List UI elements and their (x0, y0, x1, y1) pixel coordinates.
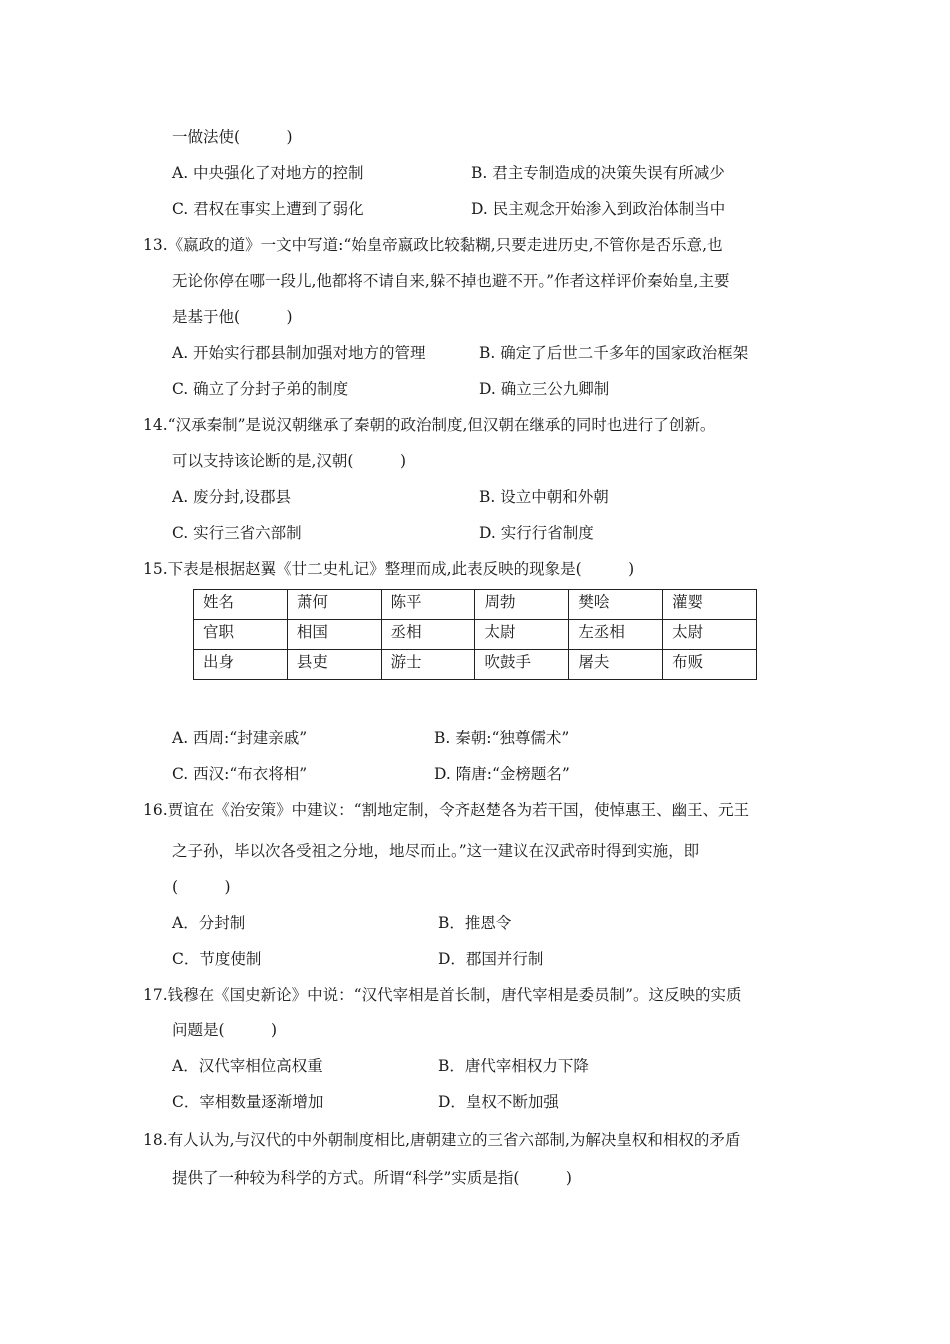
q15-option-a[interactable]: A. 西周:“封建亲戚” (172, 729, 308, 747)
table-cell: 游士 (381, 650, 475, 680)
q16-stem-line-2: 之子孙，毕以次各受祖之分地，地尽而止。”这一建议在汉武帝时得到实施，即 (172, 842, 700, 860)
q13-stem-line-3: 是基于他( ) (172, 308, 293, 326)
q16-option-d[interactable]: D．郡国并行制 (438, 950, 544, 968)
q12-option-b[interactable]: B. 君主专制造成的决策失误有所减少 (471, 164, 725, 182)
q13-stem-line-2: 无论你停在哪一段儿,他都将不请自来,躲不掉也避不开。”作者这样评价秦始皇,主要 (172, 272, 730, 290)
table-cell: 丞相 (381, 620, 475, 650)
q17-option-d[interactable]: D．皇权不断加强 (438, 1093, 559, 1111)
q12-option-d[interactable]: D. 民主观念开始渗入到政治体制当中 (471, 200, 726, 218)
q14-option-b[interactable]: B. 设立中朝和外朝 (479, 488, 609, 506)
table-cell: 陈平 (381, 590, 475, 620)
table-cell: 出身 (194, 650, 288, 680)
q16-option-b[interactable]: B．推恩令 (438, 914, 512, 932)
q15-option-c[interactable]: C. 西汉:“布衣将相” (172, 765, 308, 783)
table-row (194, 620, 757, 650)
q18-stem-line-1: 18.有人认为,与汉代的中外朝制度相比,唐朝建立的三省六部制,为解决皇权和相权的矛盾 (143, 1131, 741, 1149)
table-cell: 姓名 (194, 590, 288, 620)
table-cell: 樊哙 (569, 590, 663, 620)
table-cell: 周勃 (475, 590, 569, 620)
q16-stem-line-1: 16.贾谊在《治安策》中建议：“割地定制，令齐赵楚各为若干国，使悼惠王、幽王、元王 (143, 801, 750, 819)
table-cell: 吹鼓手 (475, 650, 569, 680)
q12-option-c[interactable]: C. 君权在事实上遭到了弱化 (172, 200, 364, 218)
q17-stem-line-2: 问题是( ) (172, 1021, 278, 1039)
q16-option-a[interactable]: A．分封制 (172, 914, 246, 932)
q13-option-b[interactable]: B. 确定了后世二千多年的国家政治框架 (479, 344, 749, 362)
q15-option-b[interactable]: B. 秦朝:“独尊儒术” (434, 729, 570, 747)
q14-stem-line-2: 可以支持该论断的是,汉朝( ) (172, 452, 407, 470)
q17-option-c[interactable]: C．宰相数量逐渐增加 (172, 1093, 324, 1111)
q14-option-c[interactable]: C. 实行三省六部制 (172, 524, 302, 542)
q16-stem-line-3: ( ) (172, 878, 231, 896)
table-row (194, 650, 757, 680)
q17-option-a[interactable]: A．汉代宰相位高权重 (172, 1057, 323, 1075)
q18-stem-line-2: 提供了一种较为科学的方式。所谓“科学”实质是指( ) (172, 1169, 572, 1187)
q16-option-c[interactable]: C．节度使制 (172, 950, 262, 968)
q13-option-c[interactable]: C. 确立了分封子弟的制度 (172, 380, 349, 398)
q12-option-a[interactable]: A. 中央强化了对地方的控制 (172, 164, 364, 182)
q17-option-b[interactable]: B．唐代宰相权力下降 (438, 1057, 589, 1075)
q14-stem-line-1: 14.“汉承秦制”是说汉朝继承了秦朝的政治制度,但汉朝在继承的同时也进行了创新。 (143, 416, 716, 434)
table-cell: 相国 (287, 620, 381, 650)
table-cell: 太尉 (475, 620, 569, 650)
q17-stem-line-1: 17.钱穆在《国史新论》中说：“汉代宰相是首长制，唐代宰相是委员制”。这反映的实质 (143, 986, 742, 1004)
table-cell: 左丞相 (569, 620, 663, 650)
table-cell: 太尉 (663, 620, 757, 650)
table-cell: 萧何 (287, 590, 381, 620)
q15-option-d[interactable]: D. 隋唐:“金榜题名” (434, 765, 570, 783)
q15-stem: 15.下表是根据赵翼《廿二史札记》整理而成,此表反映的现象是( ) (143, 560, 635, 578)
table-cell: 官职 (194, 620, 288, 650)
q12-stem-continuation: 一做法使( ) (172, 128, 293, 146)
table-cell: 屠夫 (569, 650, 663, 680)
table-row (194, 590, 757, 620)
q13-stem-line-1: 13.《嬴政的道》一文中写道:“始皇帝嬴政比较黏糊,只要走进历史,不管你是否乐意,也 (143, 236, 723, 254)
q15-data-table (193, 589, 757, 680)
q14-option-d[interactable]: D. 实行行省制度 (479, 524, 594, 542)
q13-option-d[interactable]: D. 确立三公九卿制 (479, 380, 610, 398)
table-cell: 布贩 (663, 650, 757, 680)
table-cell: 县吏 (287, 650, 381, 680)
q13-option-a[interactable]: A. 开始实行郡县制加强对地方的管理 (172, 344, 426, 362)
table-cell: 灌婴 (663, 590, 757, 620)
q14-option-a[interactable]: A. 废分封,设郡县 (172, 488, 291, 506)
